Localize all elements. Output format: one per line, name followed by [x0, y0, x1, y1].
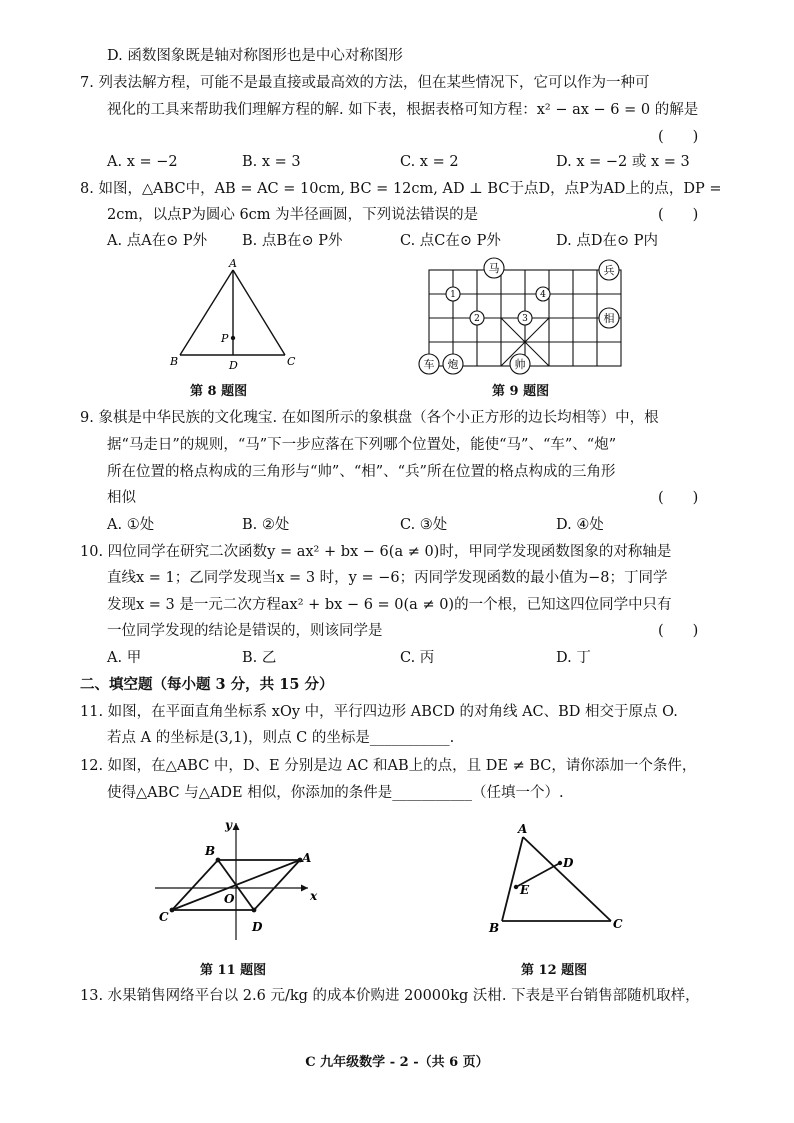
fig11-label-y: y: [225, 818, 232, 832]
q7-option-c: C. x = 2: [400, 154, 459, 170]
fig11-label-o: O: [224, 892, 235, 906]
fig11-label-x: x: [310, 889, 318, 903]
q9-line-4: 相似: [107, 490, 136, 506]
q8-option-d: D. 点D在⊙ P内: [556, 233, 658, 249]
q11-line-1: 11. 如图，在平面直角坐标系 xOy 中，平行四边形 ABCD 的对角线 AC、BD 相交于原点 O.: [80, 704, 678, 720]
q9-figure-caption: 第 9 题图: [492, 384, 550, 399]
fig11-label-b: B: [205, 844, 216, 858]
q7-option-d: D. x = −2 或 x = 3: [556, 154, 690, 170]
q10-option-a: A. 甲: [107, 650, 142, 666]
fig8-label-a: A: [229, 257, 237, 270]
q8-figure: [160, 255, 310, 375]
q12-line-1: 12. 如图，在△ABC 中，D、E 分别是边 AC 和AB上的点，且 DE ≠ BC，请你添加一个条件，: [80, 758, 697, 774]
q12-line-2: 使得△ABC 与△ADE 相似，你添加的条件是___________（任填一个）.: [107, 785, 564, 801]
q7-line-1: 7. 列表法解方程，可能不是最直接或最高效的方法，但在某些情况下，它可以作为一种可: [80, 75, 650, 91]
q11-figure-caption: 第 11 题图: [200, 963, 267, 978]
q9-line-1: 9. 象棋是中华民族的文化瑰宝. 在如图所示的象棋盘（各个小正方形的边长均相等）中，根: [80, 410, 659, 426]
q10-option-d: D. 丁: [556, 650, 591, 666]
q10-line-2: 直线x = 1；乙同学发现当x = 3 时，y = −6；丙同学发现函数的最小值为−8；丁同学: [107, 570, 668, 586]
q9-line-2: 据“马走日”的规则，“马”下一步应落在下列哪个位置处，能使“马”、“车”、“炮”: [107, 437, 617, 453]
q9-option-d: D. ④处: [556, 517, 604, 533]
fig11-label-d: D: [252, 920, 263, 934]
fig11-vertex-d: [252, 908, 257, 913]
fig8-point-p: [231, 336, 235, 340]
fig9-label-4: 4: [540, 290, 546, 300]
fig9-label-ma: 马: [488, 262, 500, 275]
q9-line-3: 所在位置的格点构成的三角形与“帅”、“相”、“兵”所在位置的格点构成的三角形: [107, 464, 616, 480]
fig8-label-d: D: [229, 359, 238, 372]
fig12-label-d: D: [563, 856, 574, 870]
q7-answer-paren: ( ): [658, 129, 699, 145]
page-footer: C 九年级数学 - 2 -（共 6 页）: [305, 1055, 489, 1070]
fig12-label-b: B: [489, 921, 500, 935]
section-2-heading: 二、填空题（每小题 3 分，共 15 分）: [80, 676, 334, 693]
fig9-label-shuai: 帅: [514, 358, 526, 371]
q8-option-a: A. 点A在⊙ P外: [107, 233, 208, 249]
q9-answer-paren: ( ): [658, 490, 699, 506]
q9-option-c: C. ③处: [400, 517, 448, 533]
fig9-label-che: 车: [423, 358, 435, 371]
fig9-label-bing: 兵: [603, 264, 615, 277]
fig11-label-a: A: [302, 851, 312, 865]
q9-option-a: A. ①处: [107, 517, 155, 533]
fig8-side-ac: [233, 270, 285, 355]
fig9-label-xiang: 相: [603, 312, 615, 325]
q11-figure: [150, 815, 330, 945]
q8-option-c: C. 点C在⊙ P外: [400, 233, 501, 249]
q9-option-b: B. ②处: [242, 517, 290, 533]
fig12-label-c: C: [613, 917, 623, 931]
q8-answer-paren: ( ): [658, 207, 699, 223]
q11-line-2: 若点 A 的坐标是(3,1)，则点 C 的坐标是___________.: [107, 730, 455, 746]
q12-figure-caption: 第 12 题图: [521, 963, 588, 978]
q7-option-a: A. x = −2: [107, 154, 178, 170]
fig9-label-3: 3: [522, 314, 528, 324]
fig8-label-p: P: [221, 332, 229, 345]
q7-line-2: 视化的工具来帮助我们理解方程的解. 如下表，根据表格可知方程：x² − ax − 6 = 0 的解是: [107, 102, 699, 118]
fig9-label-1: 1: [450, 290, 456, 300]
fig12-point-d: [558, 861, 562, 865]
fig9-label-2: 2: [474, 314, 480, 324]
fig12-label-e: E: [520, 883, 530, 897]
q10-answer-paren: ( ): [658, 623, 699, 639]
q10-option-c: C. 丙: [400, 650, 435, 666]
fig12-side-ac: [523, 837, 611, 921]
q10-option-b: B. 乙: [242, 650, 277, 666]
fig8-label-b: B: [170, 355, 179, 368]
q7-option-b: B. x = 3: [242, 154, 301, 170]
q6-option-d: D. 函数图象既是轴对称图形也是中心对称图形: [107, 48, 403, 64]
q13-line-1: 13. 水果销售网络平台以 2.6 元/kg 的成本价购进 20000kg 沃柑. 下表是平台销售部随机取样，: [80, 988, 700, 1004]
fig12-side-ab: [502, 837, 523, 921]
q9-figure: [412, 256, 637, 376]
fig11-vertex-b: [216, 858, 221, 863]
q8-line-2: 2cm，以点P为圆心 6cm 为半径画圆，下列说法错误的是: [107, 207, 479, 223]
fig8-label-c: C: [287, 355, 296, 368]
fig12-label-a: A: [518, 822, 528, 836]
fig11-vertex-c: [170, 908, 175, 913]
q10-line-4: 一位同学发现的结论是错误的，则该同学是: [107, 623, 383, 639]
fig12-point-e: [514, 885, 518, 889]
q8-option-b: B. 点B在⊙ P外: [242, 233, 343, 249]
q12-figure: [480, 815, 630, 945]
q8-figure-caption: 第 8 题图: [190, 384, 248, 399]
q10-line-1: 10. 四位同学在研究二次函数y = ax² + bx − 6(a ≠ 0)时，甲同学发现函数图象的对称轴是: [80, 544, 672, 560]
fig9-label-pao: 炮: [447, 358, 459, 371]
q10-line-3: 发现x = 3 是一元二次方程ax² + bx − 6 = 0(a ≠ 0)的一个根，已知这四位同学中只有: [107, 597, 672, 613]
q8-line-1: 8. 如图，△ABC中，AB = AC = 10cm, BC = 12cm, AD ⊥ BC于点D，点P为AD上的点，DP =: [80, 181, 722, 197]
fig11-label-c: C: [159, 910, 169, 924]
